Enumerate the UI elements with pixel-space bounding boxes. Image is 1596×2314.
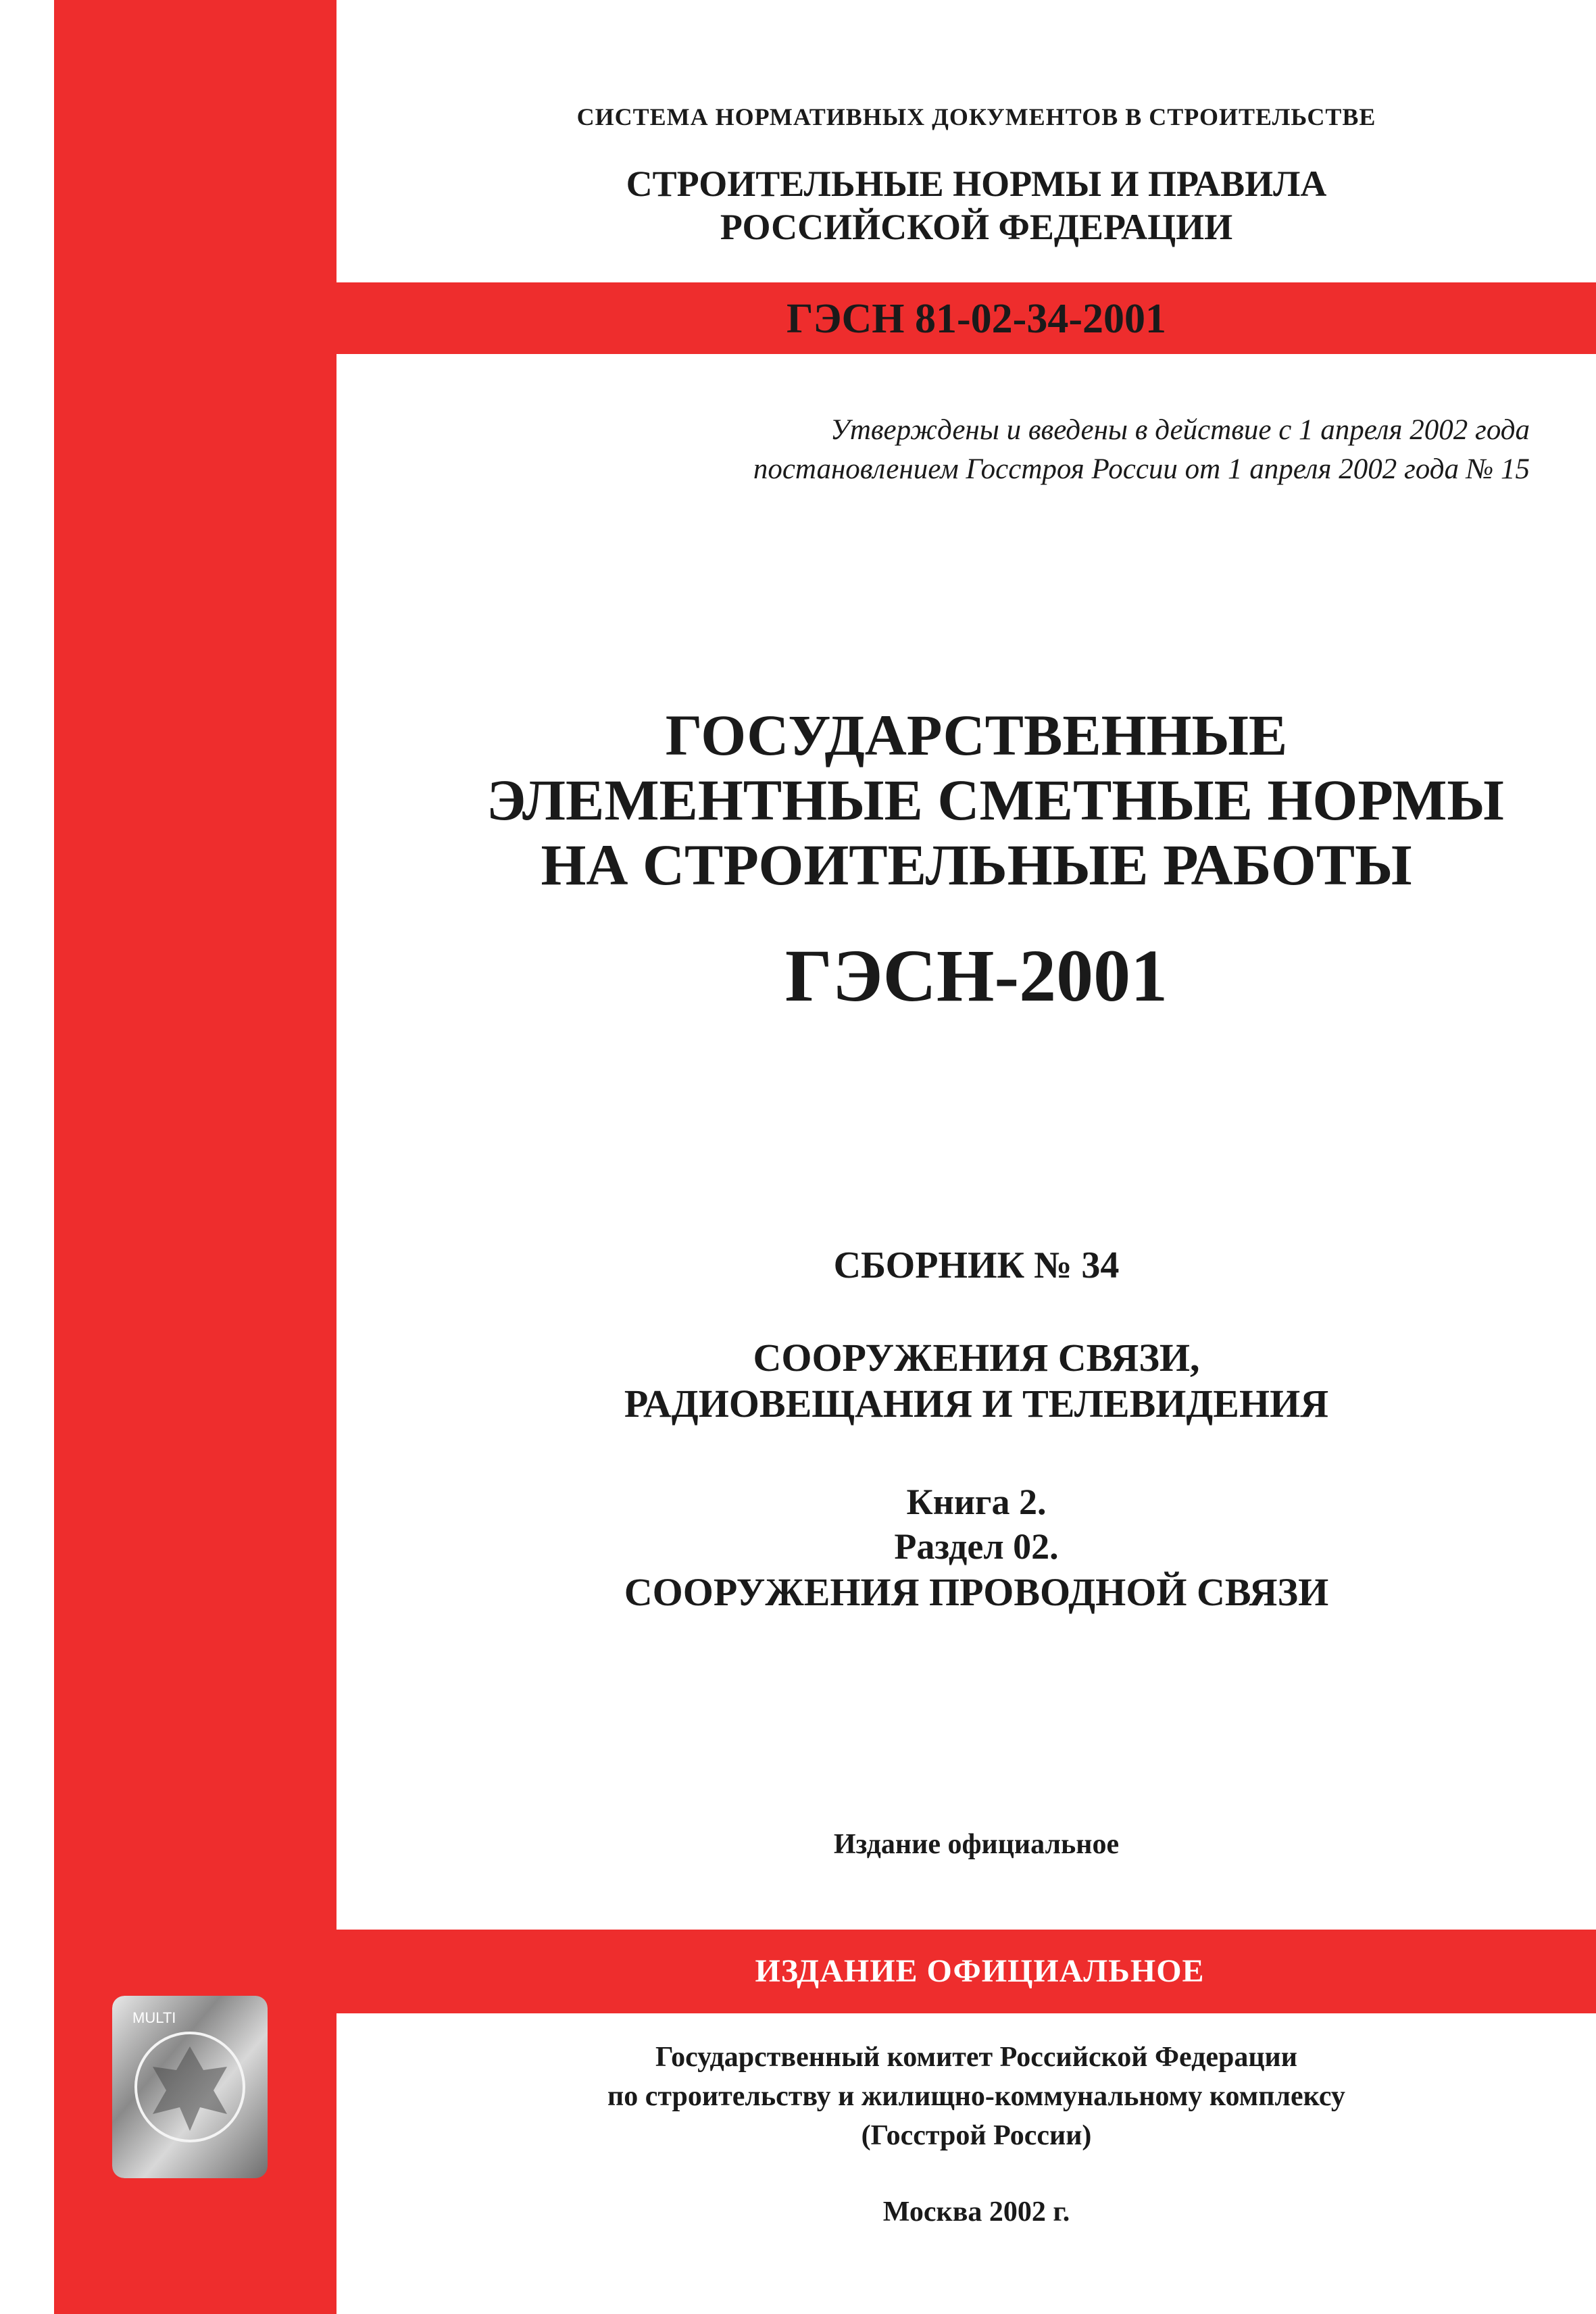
snip-heading-line2: РОССИЙСКОЙ ФЕДЕРАЦИИ [720, 207, 1233, 247]
approval-line1: Утверждены и введены в действие с 1 апреля 2002 года [830, 414, 1530, 446]
approval-line2: постановлением Госстроя России от 1 апреля 2002 года № 15 [753, 453, 1530, 485]
snip-heading [487, 162, 1466, 249]
main-title-line1: ГОСУДАРСТВЕННЫЕ [665, 703, 1288, 768]
main-title-line3: НА СТРОИТЕЛЬНЫЕ РАБОТЫ [541, 832, 1412, 897]
main-title [487, 703, 1504, 897]
document-series: СИСТЕМА НОРМАТИВНЫХ ДОКУМЕНТОВ В СТРОИТЕЛЬСТВЕ [576, 103, 1376, 130]
book-label: Книга 2. [906, 1482, 1047, 1522]
edition-note: Издание официальное [833, 1829, 1120, 1860]
approval-note [753, 411, 1530, 489]
collection-theme-line2: РАДИОВЕЩАНИЯ И ТЕЛЕВИДЕНИЯ [624, 1382, 1329, 1426]
short-title: ГЭСН-2001 [784, 934, 1168, 1017]
city-year: Москва 2002 г. [882, 2196, 1070, 2228]
main-title-line2: ЭЛЕМЕНТНЫЕ СМЕТНЫЕ НОРМЫ [487, 768, 1504, 832]
publisher-line3: (Госстрой России) [861, 2120, 1092, 2151]
collection-theme [487, 1335, 1466, 1427]
document-code: ГЭСН 81-02-34-2001 [787, 296, 1166, 342]
publisher [487, 2038, 1466, 2155]
publisher-line2: по строительству и жилищно-коммунальному комплексу [607, 2081, 1345, 2112]
publisher-line1: Государственный комитет Российской Федерации [655, 2042, 1297, 2073]
section-subtitle: СООРУЖЕНИЯ ПРОВОДНОЙ СВЯЗИ [624, 1570, 1329, 1614]
official-edition-banner: ИЗДАНИЕ ОФИЦИАЛЬНОЕ [755, 1953, 1205, 1989]
hologram-seal-icon [112, 1996, 268, 2178]
collection-theme-line1: СООРУЖЕНИЯ СВЯЗИ, [753, 1336, 1200, 1380]
section-label: Раздел 02. [894, 1526, 1059, 1567]
hologram-text: MULTI [132, 2009, 176, 2026]
collection-number: СБОРНИК № 34 [833, 1244, 1120, 1286]
snip-heading-line1: СТРОИТЕЛЬНЫЕ НОРМЫ И ПРАВИЛА [626, 164, 1327, 204]
